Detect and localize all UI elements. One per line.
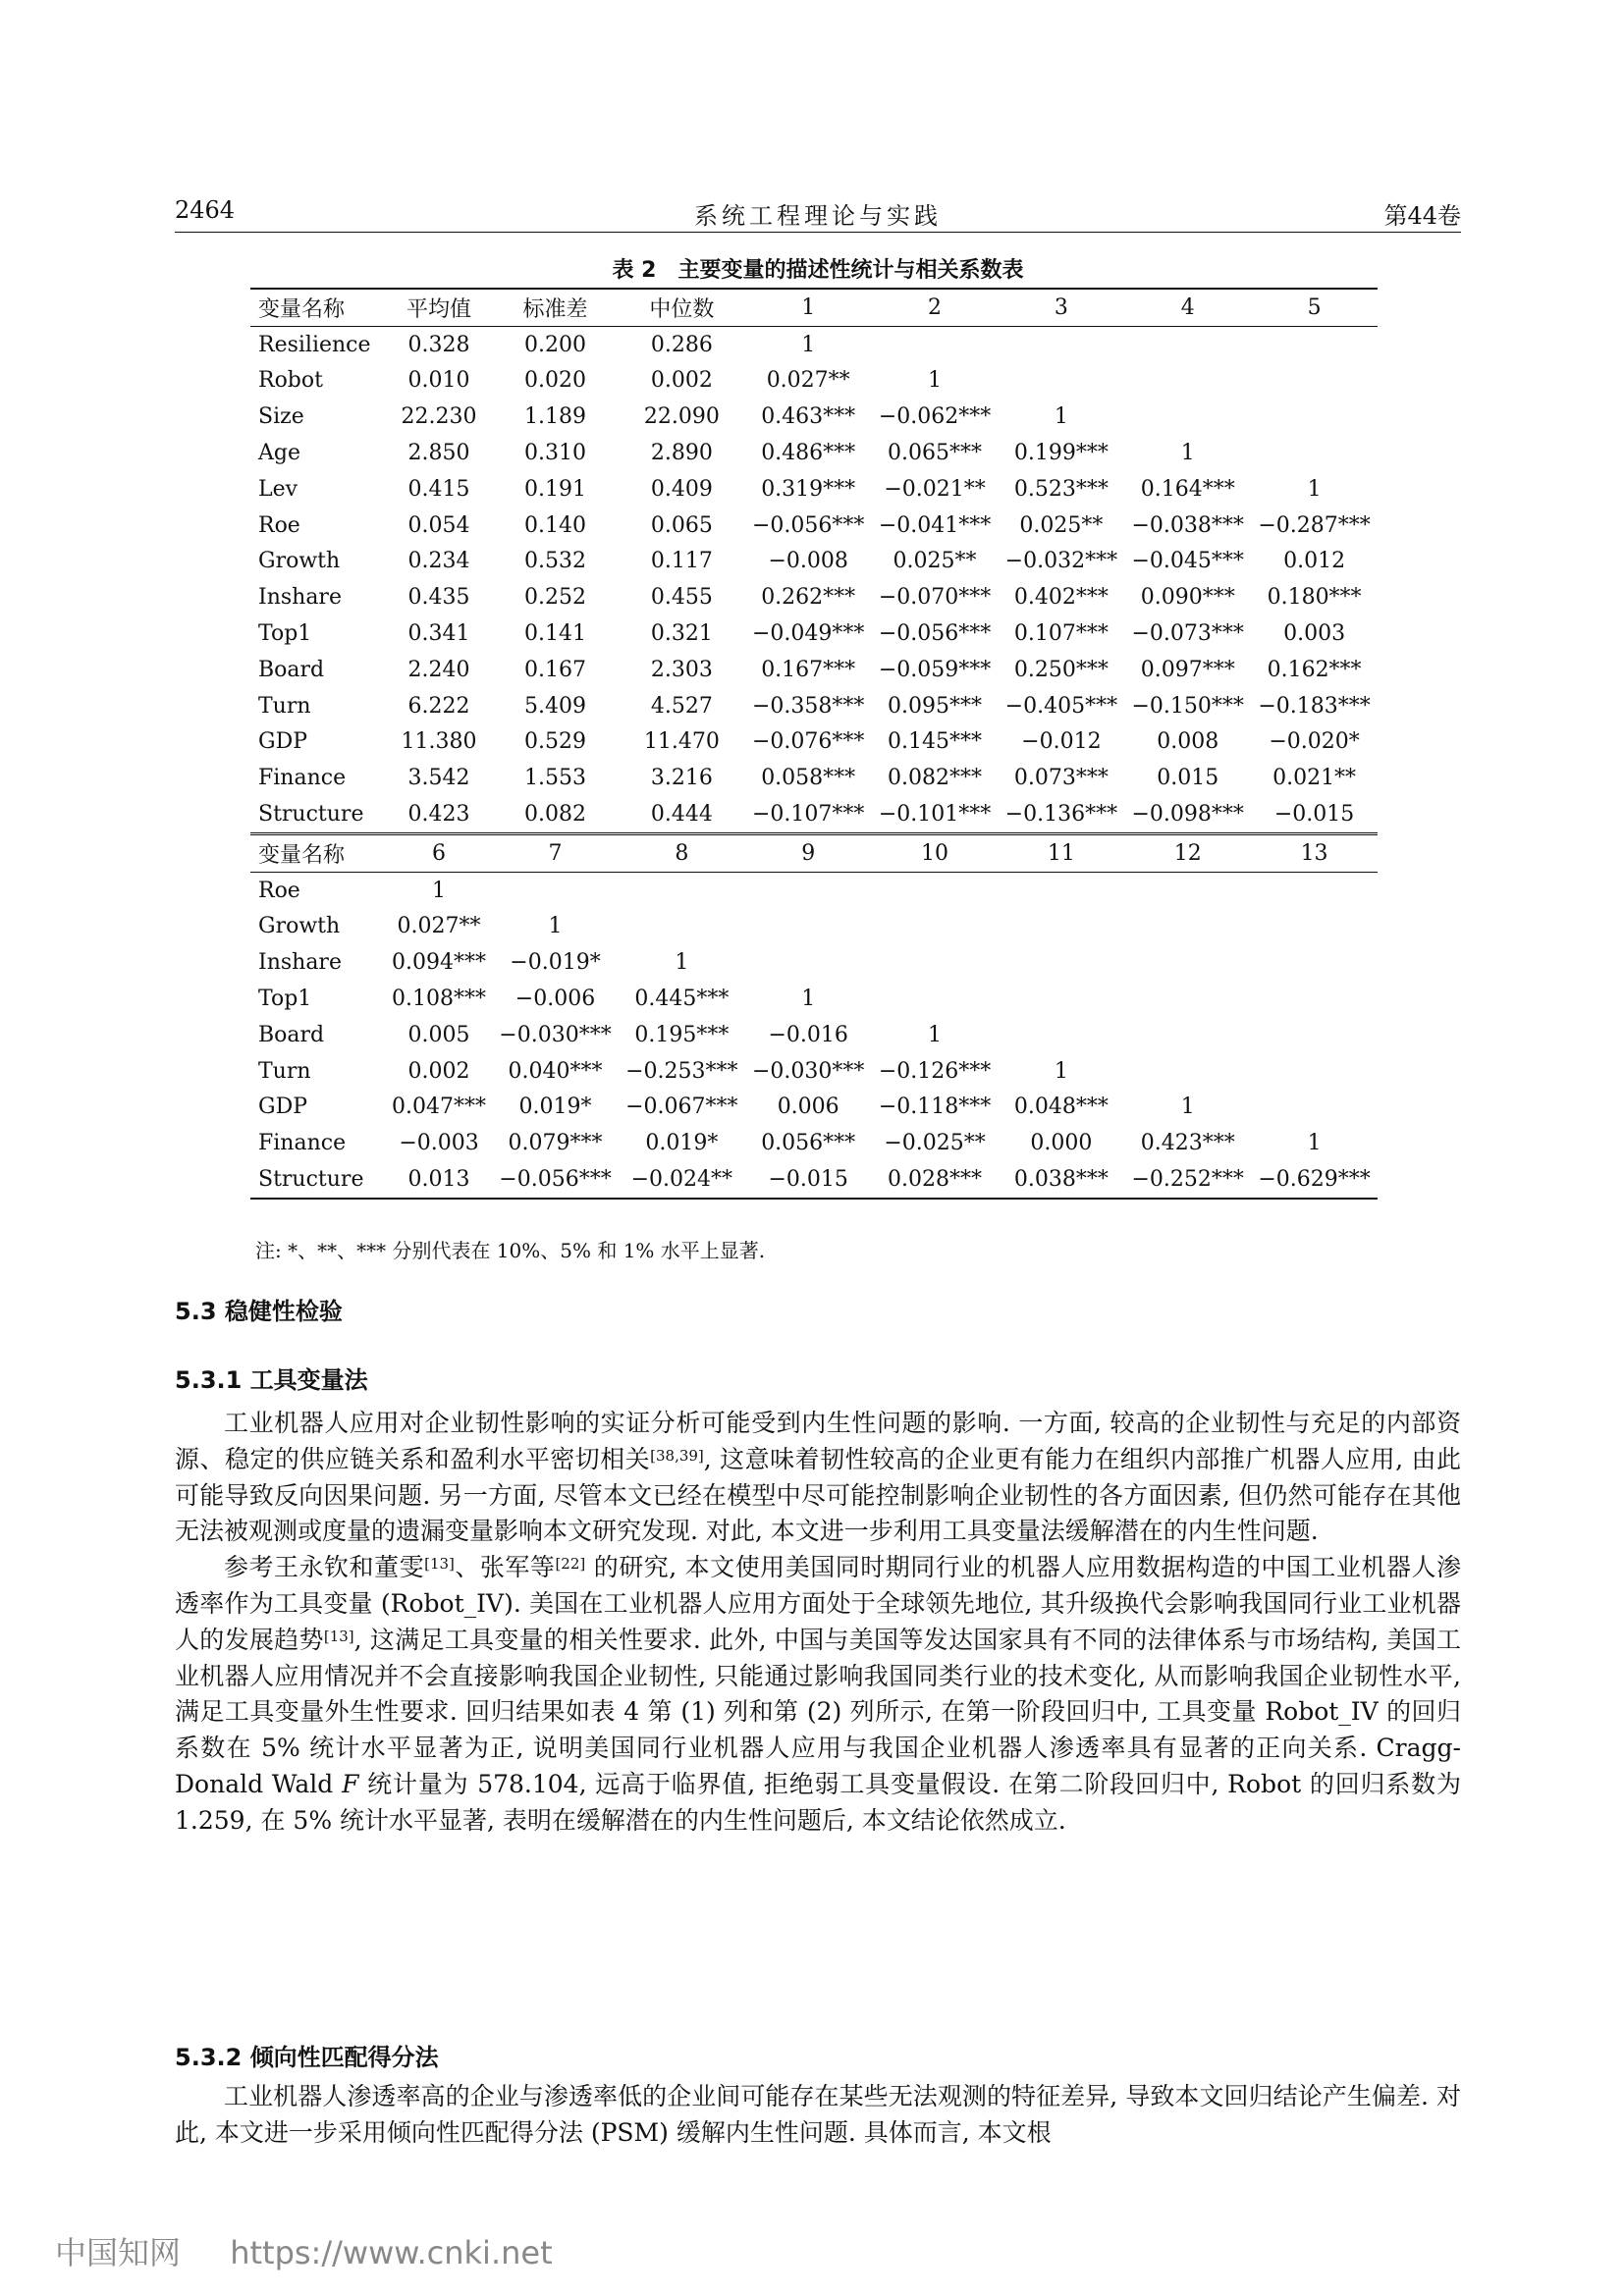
table-row [250,544,1378,580]
cell: 1 [1180,1095,1195,1120]
row-label: GDP [258,729,308,755]
cell: 0.002 [407,1058,470,1084]
cell: 0.463*** [761,404,856,430]
cell: 0.191 [524,476,586,502]
cell [1251,435,1378,471]
cell: 0.020 [524,368,586,394]
cell: −0.015 [745,1161,872,1199]
table-row [250,909,1378,945]
watermark-brand: 中国知网 [55,2234,182,2271]
watermark [55,2228,592,2273]
cell: 0.065 [650,512,713,538]
cell [872,326,999,362]
cell: −0.287*** [1258,512,1371,538]
cell: 0.486*** [761,441,856,466]
cell: −0.003 [399,1131,479,1156]
cell: 10 [872,833,999,872]
cell: −0.136*** [1004,802,1118,828]
body-paragraphs-532 [175,2079,1461,2152]
cell: 11 [998,833,1124,872]
cell: 0.180*** [1267,585,1362,611]
cell: 6 [386,833,492,872]
cell: 3.542 [407,766,470,791]
cell: 0.341 [407,621,470,647]
cell: −0.076*** [751,729,865,755]
table-row [250,1090,1378,1126]
cell [1124,1053,1251,1090]
cell: −0.024** [619,1161,745,1199]
cell: 0.310 [524,441,586,466]
table-row [250,872,1378,908]
citation: [13] [323,1627,354,1645]
cell: 0.054 [407,512,470,538]
table-row [250,363,1378,400]
cell: 12 [1124,833,1251,872]
cell [745,909,872,945]
cell: 0.028*** [872,1161,999,1199]
table-row [250,326,1378,362]
table-note: 注: *、**、*** 分别代表在 10%、5% 和 1% 水平上显著. [255,1239,766,1262]
cell [1124,399,1251,435]
cell: −0.358*** [751,693,865,719]
cell: 1.553 [524,766,586,791]
paragraph-2: 参考王永钦和董雯[13]、张军等[22] 的研究, 本文使用美国同时期同行业的机器人应用数据构造的中国工业机器人渗透率作为工具变量 (Robot_IV). 美国在工业机器人应用方面处于全球领先地位, 其升级换代会影响我国同行业工业机器人的发展趋势[13], 这满足工具变量的相关性要求. 此外, 中国与美国等发达国家具有不同的法律体系与市场结构, 美国工业机器人应用情况并不会直接影响我国企业韧性, 只能通过影响我国同类行业的技术变化, 从而影响我国企业韧性水平, 满足工具变量外生性要求. 回归结果如表 4 第 (1) 列和第 (2) 列所示, 在第一阶段回归中, 工具变量 Robot_IV 的回归系数在 5% 统计水平显著为正, 说明美国同行业机器人应用与我国企业机器人渗透率具有显著的正向关系. Cragg-Donald Wald F 统计量为 578.104, 远高于临界值, 拒绝弱工具变量假设. 在第二阶段回归中, Robot 的回归系数为 1.259, 在 5% 统计水平显著, 表明在缓解潜在的内生性问题后, 本文结论依然成立. [175,1553,1462,1835]
cell: −0.098*** [1131,802,1244,828]
row-label: Finance [258,766,347,791]
cell: −0.056*** [878,621,992,647]
paragraph-1: 工业机器人应用对企业韧性影响的实证分析可能受到内生性问题的影响. 一方面, 较高的企业韧性与充足的内部资源、稳定的供应链关系和盈利水平密切相关[38,39], 这意味着韧性较高的企业更有能力在组织内部推广机器人应用, 由此可能导致反向因果问题. 另一方面, 尽管本文已经在模型中尽可能控制影响企业韧性的各方面因素, 但仍然可能存在其他无法被观测或度量的遗漏变量影响本文研究发现. 对此, 本文进一步利用工具变量法缓解潜在的内生性问题. [175,1409,1461,1546]
cell: 0.234 [407,549,470,574]
cell: −0.126*** [878,1058,992,1084]
section-heading-5-3-2: 5.3.2 倾向性匹配得分法 [175,2044,439,2071]
cell: 11.470 [643,729,720,755]
cell: 0.047*** [392,1095,487,1120]
cell: 0.199*** [1013,441,1109,466]
cell [1124,1017,1251,1053]
cell: 1 [1054,404,1068,430]
cell: 0.010 [407,368,470,394]
section-heading-5-3: 5.3 稳健性检验 [175,1298,343,1325]
cell [998,872,1124,908]
cell: −0.012 [1021,729,1102,755]
cell: 22.230 [401,404,477,430]
cell: 0.095*** [888,693,983,719]
cell: 0.048*** [1013,1095,1109,1120]
cell: 0.200 [524,332,586,357]
cell: 0.445*** [634,987,730,1012]
table-row [250,435,1378,471]
cell: −0.038*** [1131,512,1244,538]
cell: 1 [1054,1058,1068,1084]
cell: 1.189 [524,404,586,430]
cell: 1 [1180,441,1195,466]
cell: −0.056*** [751,512,865,538]
cell: 2.240 [407,657,470,682]
cell: 0.003 [1283,621,1346,647]
table-row [250,1017,1378,1053]
cell: 0.523*** [1013,476,1109,502]
cell: 11.380 [401,729,477,755]
cell [872,872,999,908]
cell: 1 [801,987,816,1012]
cell [1251,872,1378,908]
cell: 0.195*** [634,1022,730,1047]
row-label: Lev [258,476,298,502]
table-caption: 表 2 主要变量的描述性统计与相关系数表 [612,258,1024,283]
cell: 0.082*** [888,766,983,791]
cell: 0.019* [645,1131,719,1156]
cell: −0.006 [514,987,596,1012]
cell: 1 [548,914,563,939]
citation: [13] [424,1555,455,1574]
cell [1251,981,1378,1017]
cell: 0.140 [524,512,586,538]
cell: −0.045*** [1131,549,1244,574]
cell: 0.000 [1030,1131,1093,1156]
cell: 0.162*** [1267,657,1362,682]
row-label: GDP [258,1095,308,1120]
cell: 中位数 [619,289,745,326]
cell [1251,363,1378,400]
cell: −0.150*** [1131,693,1244,719]
section-heading-5-3-1: 5.3.1 工具变量法 [175,1366,368,1394]
table-row [250,471,1378,507]
cell: −0.030*** [499,1022,612,1047]
row-label: Roe [258,512,300,538]
row-label: Age [258,441,300,466]
cell [998,363,1124,400]
page-number: 2464 [175,196,236,224]
cell: 0.262*** [761,585,856,611]
table-row [250,1125,1378,1161]
row-label: Top1 [258,621,312,647]
cell: −0.253*** [625,1058,738,1084]
cell: −0.073*** [1131,621,1244,647]
cell: 0.094*** [392,950,487,976]
running-header [175,196,1461,230]
cell: 0.423 [407,802,470,828]
table-row [250,688,1378,724]
table-row [250,944,1378,981]
cell: −0.118*** [878,1095,992,1120]
cell: 0.423*** [1140,1131,1235,1156]
cell: 5.409 [524,693,586,719]
cell: 0.409 [650,476,713,502]
cell: 0.097*** [1140,657,1235,682]
cell: 1 [432,878,447,903]
table-row [250,399,1378,435]
cell: 0.321 [650,621,713,647]
table-row [250,507,1378,544]
row-label: Turn [258,693,311,719]
table-row [250,981,1378,1017]
cell: 0.250*** [1013,657,1109,682]
cell: 平均值 [386,289,492,326]
cell: 0.319*** [761,476,856,502]
cell: 0.008 [1157,729,1219,755]
header-row [250,833,1378,872]
cell: 1 [1307,1131,1322,1156]
cell [1124,944,1251,981]
row-label: Growth [258,549,341,574]
cell [1124,363,1251,400]
cell: −0.030*** [751,1058,865,1084]
cell: 标准差 [492,289,619,326]
cell: 0.108*** [392,987,487,1012]
cell: 0.040*** [508,1058,603,1084]
cell: 0.286 [650,332,713,357]
cell: −0.059*** [878,657,992,682]
cell [1124,981,1251,1017]
cell: 6.222 [407,693,470,719]
cell: 0.328 [407,332,470,357]
cell: 7 [492,833,619,872]
citation: [38,39] [650,1446,704,1465]
cell: 0.013 [386,1161,492,1199]
row-label: Board [258,657,325,682]
header-row [250,289,1378,326]
cell: 0.164*** [1140,476,1235,502]
cell: −0.405*** [1004,693,1118,719]
cell: 1 [928,368,943,394]
cell: 0.025** [1019,512,1104,538]
cell: 1 [675,950,689,976]
cell: 2 [872,289,999,326]
cell: 2.303 [650,657,713,682]
volume-label: 第44卷 [1383,202,1461,230]
cell: −0.629*** [1251,1161,1378,1199]
cell: 1 [801,332,816,357]
cell [1251,909,1378,945]
cell [998,326,1124,362]
cell [998,981,1124,1017]
cell [1124,326,1251,362]
cell: 5 [1251,289,1378,326]
cell: 0.117 [650,549,713,574]
row-label: Turn [258,1058,311,1084]
cell: 0.402*** [1013,585,1109,611]
citation: [22] [555,1555,586,1574]
cell: 0.027** [766,368,850,394]
cell [998,1017,1124,1053]
cell [619,909,745,945]
cell: −0.056*** [492,1161,619,1199]
cell [1251,1053,1378,1090]
row-label: Structure [250,1161,386,1199]
cell: 0.252 [524,585,586,611]
cell: 0.002 [650,368,713,394]
cell: 0.529 [524,729,586,755]
row-label: Resilience [258,332,371,357]
journal-title: 系统工程理论与实践 [694,202,942,230]
cell: 0.021** [1272,766,1357,791]
cell: 0.065*** [888,441,983,466]
table-row [250,652,1378,688]
row-label: Inshare [258,950,342,976]
cell: 0.167*** [761,657,856,682]
row-label: 变量名称 [250,833,386,872]
cell [745,944,872,981]
cell: 4 [1124,289,1251,326]
cell: 2.850 [407,441,470,466]
cell: −0.062*** [878,404,992,430]
table-row [250,796,1378,833]
cell [998,909,1124,945]
row-label: Robot [258,368,323,394]
cell: 0.015 [1157,766,1219,791]
cell: 1 [928,1022,943,1047]
cell: −0.016 [768,1022,848,1047]
watermark-url: https://www.cnki.net [230,2234,553,2271]
table-row [250,1053,1378,1090]
cell: 0.056*** [761,1131,856,1156]
paragraph-3: 工业机器人渗透率高的企业与渗透率低的企业间可能存在某些无法观测的特征差异, 导致本文回归结论产生偏差. 对此, 本文进一步采用倾向性匹配得分法 (PSM) 缓解内生性问题. 具体而言, 本文根 [175,2082,1461,2147]
cell: 2.890 [650,441,713,466]
cell: 1 [745,289,872,326]
cell: 0.444 [650,802,713,828]
cell: 1 [1307,476,1322,502]
table-row [250,615,1378,652]
cell: 0.079*** [508,1131,603,1156]
cell: 4.527 [650,693,713,719]
cell: 0.006 [777,1095,839,1120]
cell: −0.049*** [751,621,865,647]
row-label: Board [258,1022,325,1047]
cell: −0.020* [1269,729,1360,755]
body-paragraphs-531 [175,1406,1461,1840]
cell: 0.145*** [888,729,983,755]
cell: −0.032*** [1004,549,1118,574]
cell [1251,944,1378,981]
cell: −0.008 [768,549,848,574]
cell: 0.107*** [1013,621,1109,647]
cell: 3.216 [650,766,713,791]
row-label: Size [258,404,304,430]
cell: 22.090 [643,404,720,430]
cell [745,872,872,908]
row-label: Structure [258,802,364,828]
cell [492,872,619,908]
row-label: Inshare [258,585,342,611]
table-row [250,579,1378,615]
cell: −0.015 [1273,802,1355,828]
cell: 0.455 [650,585,713,611]
cell: −0.021** [884,476,986,502]
row-label: Top1 [258,987,312,1012]
cell [872,909,999,945]
cell: 0.073*** [1013,766,1109,791]
cell: 0.038*** [998,1161,1124,1199]
cell: 9 [745,833,872,872]
cell: 8 [619,833,745,872]
cell: −0.183*** [1258,693,1371,719]
header-rule [175,232,1461,233]
cell: 0.090*** [1140,585,1235,611]
cell [1251,326,1378,362]
cell: 0.435 [407,585,470,611]
cell [1124,909,1251,945]
cell: 0.012 [1283,549,1346,574]
cell: −0.252*** [1124,1161,1251,1199]
cell: 0.027** [397,914,481,939]
cell: −0.041*** [878,512,992,538]
row-label: Roe [258,878,300,903]
cell [998,944,1124,981]
table-row [250,760,1378,796]
cell: 3 [998,289,1124,326]
cell [1251,399,1378,435]
row-label: Finance [258,1131,347,1156]
cell: 13 [1251,833,1378,872]
cell: 0.415 [407,476,470,502]
cell: −0.070*** [878,585,992,611]
table-row [250,724,1378,761]
cell [1251,1017,1378,1053]
cell: 0.141 [524,621,586,647]
cell: −0.025** [884,1131,986,1156]
cell: 0.025** [893,549,977,574]
cell: 0.167 [524,657,586,682]
cell: 0.082 [524,802,586,828]
cell: 0.058*** [761,766,856,791]
cell: 0.005 [407,1022,470,1047]
cell [872,981,999,1017]
cell [1251,1090,1378,1126]
cell: −0.101*** [878,802,992,828]
cell: −0.019* [510,950,601,976]
row-label: Growth [258,914,341,939]
cell: −0.107*** [751,802,865,828]
table-row [250,1161,1378,1199]
cell: 0.532 [524,549,586,574]
row-label: 变量名称 [250,289,386,326]
cell [619,872,745,908]
cell: 0.019* [518,1095,592,1120]
stats-table [250,288,1378,1200]
cell [872,944,999,981]
cell [1124,872,1251,908]
cell: −0.067*** [625,1095,738,1120]
